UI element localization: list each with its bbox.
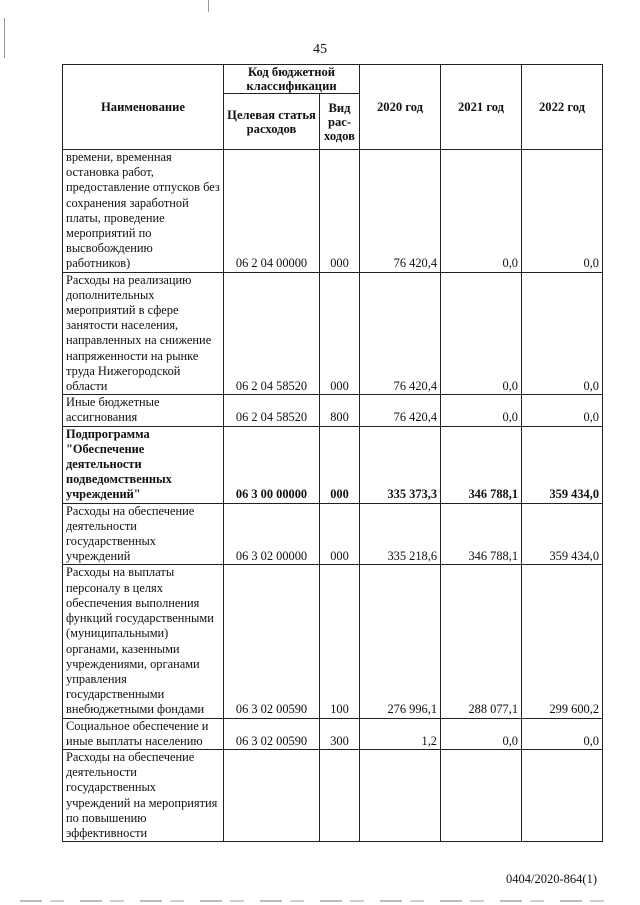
row-target-code: 06 3 02 00590 bbox=[224, 718, 320, 749]
row-expense-type: 000 bbox=[320, 150, 360, 273]
row-value-2021: 0,0 bbox=[441, 272, 522, 395]
row-value-2020: 76 420,4 bbox=[360, 395, 441, 426]
row-expense-type: 000 bbox=[320, 503, 360, 565]
row-name: Расходы на обеспечение деятельности государственных учреждений bbox=[63, 503, 224, 565]
header-target-article: Целевая статья расходов bbox=[224, 94, 320, 150]
row-name: Расходы на выплаты персоналу в целях обеспечения выполнения функций государственными (муниципальными) органами, казенными учреждениями, органами управления государственными внебюджетными фондами bbox=[63, 565, 224, 718]
row-expense-type: 100 bbox=[320, 565, 360, 718]
row-target-code bbox=[224, 749, 320, 841]
row-target-code: 06 3 02 00590 bbox=[224, 565, 320, 718]
row-value-2021: 0,0 bbox=[441, 395, 522, 426]
row-name: Расходы на реализацию дополнительных мероприятий в сфере занятости населения, направленных на снижение напряженности на рынке труда Нижегородской области bbox=[63, 272, 224, 395]
table-row bbox=[63, 718, 603, 749]
row-name: времени, временная остановка работ, предоставление отпусков без сохранения заработной платы, проведение мероприятий по высвобождению работников) bbox=[63, 150, 224, 273]
header-kbk: Код бюджетной классификации bbox=[224, 65, 360, 94]
row-value-2022: 0,0 bbox=[522, 395, 603, 426]
row-value-2022: 0,0 bbox=[522, 718, 603, 749]
scan-artifact bbox=[20, 900, 620, 902]
row-value-2020: 276 996,1 bbox=[360, 565, 441, 718]
row-value-2022: 299 600,2 bbox=[522, 565, 603, 718]
row-value-2020 bbox=[360, 749, 441, 841]
row-value-2020: 76 420,4 bbox=[360, 150, 441, 273]
row-value-2020: 76 420,4 bbox=[360, 272, 441, 395]
row-target-code: 06 2 04 58520 bbox=[224, 395, 320, 426]
row-value-2020: 1,2 bbox=[360, 718, 441, 749]
row-value-2022: 359 434,0 bbox=[522, 426, 603, 503]
scan-artifact bbox=[4, 18, 5, 58]
row-target-code: 06 2 04 00000 bbox=[224, 150, 320, 273]
row-expense-type: 800 bbox=[320, 395, 360, 426]
header-expense-type: Вид рас- ходов bbox=[320, 94, 360, 150]
table-row bbox=[63, 272, 603, 395]
table-row bbox=[63, 150, 603, 273]
row-name: Социальное обеспечение и иные выплаты населению bbox=[63, 718, 224, 749]
header-2020: 2020 год bbox=[360, 65, 441, 150]
table-row bbox=[63, 565, 603, 718]
row-value-2021: 346 788,1 bbox=[441, 503, 522, 565]
scan-artifact bbox=[208, 0, 209, 12]
table-row bbox=[63, 503, 603, 565]
row-expense-type: 300 bbox=[320, 718, 360, 749]
table-row bbox=[63, 749, 603, 841]
header-2022: 2022 год bbox=[522, 65, 603, 150]
row-name: Расходы на обеспечение деятельности государственных учреждений на мероприятия по повышению эффективности bbox=[63, 749, 224, 841]
row-expense-type: 000 bbox=[320, 272, 360, 395]
row-expense-type: 000 bbox=[320, 426, 360, 503]
row-expense-type bbox=[320, 749, 360, 841]
row-value-2021: 0,0 bbox=[441, 150, 522, 273]
row-name: Иные бюджетные ассигнования bbox=[63, 395, 224, 426]
table-row bbox=[63, 395, 603, 426]
row-value-2021: 288 077,1 bbox=[441, 565, 522, 718]
row-target-code: 06 3 02 00000 bbox=[224, 503, 320, 565]
row-value-2022: 359 434,0 bbox=[522, 503, 603, 565]
document-code: 0404/2020-864(1) bbox=[506, 872, 597, 886]
row-target-code: 06 3 00 00000 bbox=[224, 426, 320, 503]
row-value-2020: 335 373,3 bbox=[360, 426, 441, 503]
page-number: 45 bbox=[313, 42, 327, 57]
row-value-2020: 335 218,6 bbox=[360, 503, 441, 565]
row-value-2022 bbox=[522, 749, 603, 841]
header-name: Наименование bbox=[63, 65, 224, 150]
budget-table bbox=[62, 64, 603, 842]
row-value-2021: 346 788,1 bbox=[441, 426, 522, 503]
row-value-2021: 0,0 bbox=[441, 718, 522, 749]
row-target-code: 06 2 04 58520 bbox=[224, 272, 320, 395]
row-value-2022: 0,0 bbox=[522, 272, 603, 395]
row-value-2022: 0,0 bbox=[522, 150, 603, 273]
row-value-2021 bbox=[441, 749, 522, 841]
row-name: Подпрограмма "Обеспечение деятельности подведомственных учреждений" bbox=[63, 426, 224, 503]
table-row bbox=[63, 426, 603, 503]
header-2021: 2021 год bbox=[441, 65, 522, 150]
